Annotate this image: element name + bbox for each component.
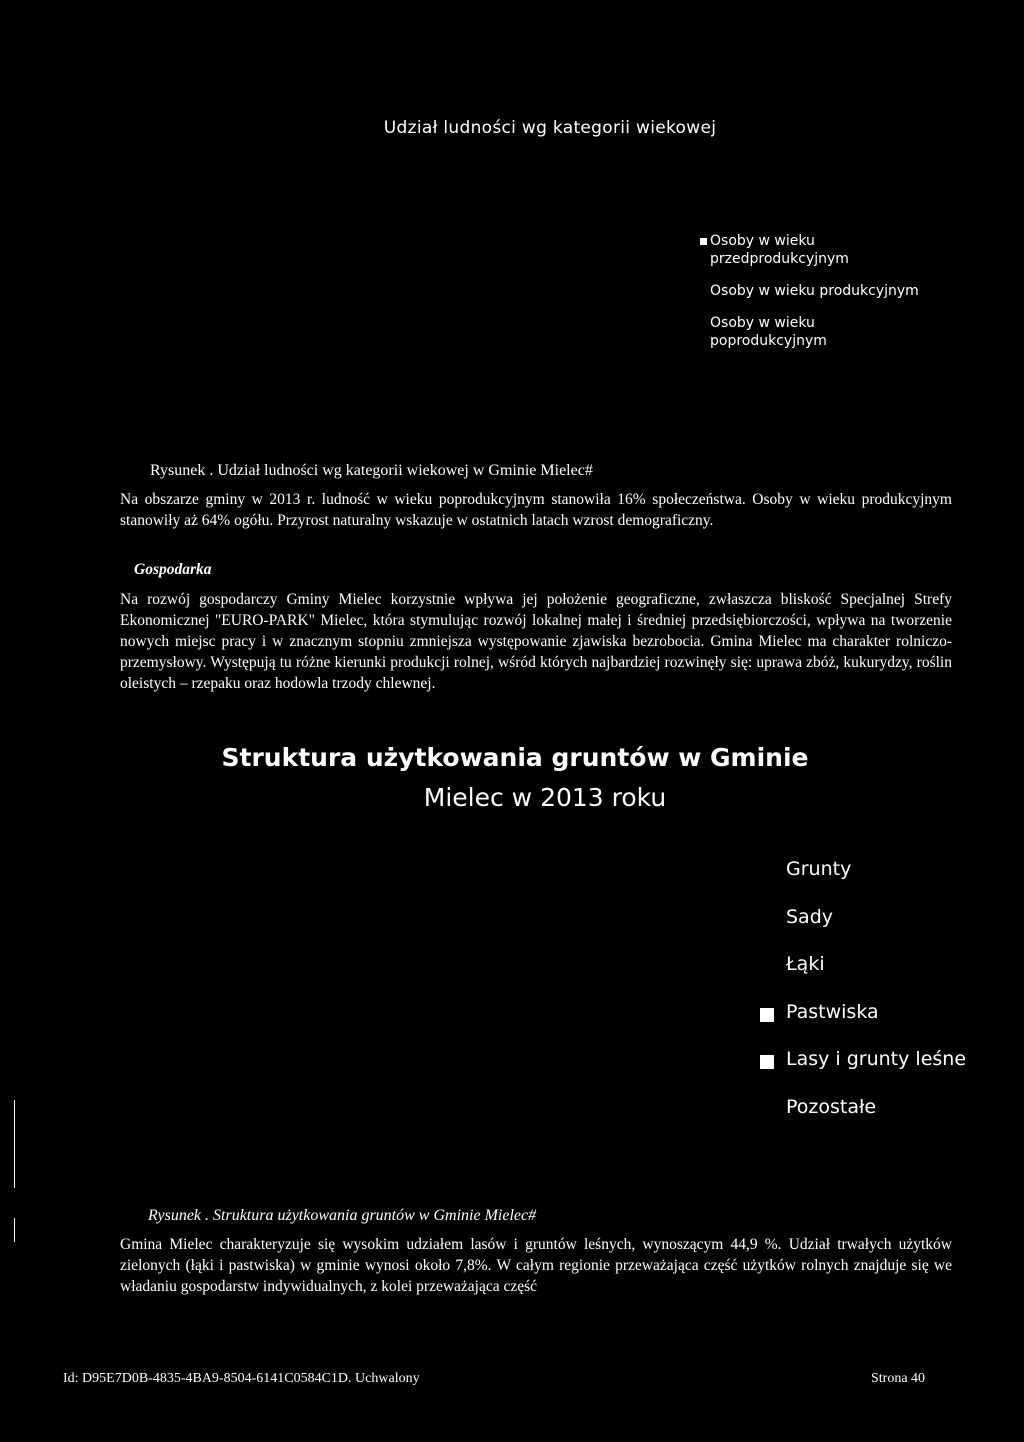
legend-label: Grunty [786, 858, 852, 880]
legend-item [700, 282, 920, 300]
chart1-legend [700, 232, 920, 364]
legend-item [760, 858, 966, 906]
chart2-title-line1: Struktura użytkowania gruntów w Gminie [221, 743, 809, 772]
paragraph-economy: Na rozwój gospodarczy Gminy Mielec korzystnie wpływa jej położenie geograficzne, zwłaszcza bliskość Specjalnej Strefy Ekonomicznej "EURO-PARK" Mielec, która stymulując rozwój lokalnej małej i średniej przedsiębiorczości, wpływa na tworzenie nowych miejsc pracy i w znacznym stopniu zmniejsza występowanie zjawiska bezrobocia. Gmina Mielec ma charakter rolniczo-przemysłowy. Występują tu różne kierunki produkcji rolnej, wśród których najbardziej rozwinęły się: uprawa zbóż, kukurydzy, roślin oleistych – rzepaku oraz hodowla trzody chlewnej. [120, 591, 952, 692]
legend-label: Osoby w wieku produkcyjnym [710, 283, 919, 299]
paragraph-land-use: Gmina Mielec charakteryzuje się wysokim udziałem lasów i gruntów leśnych, wynoszącym 44,9 %. Udział trwałych użytków zielonych (łąki i pastwiska) w gminie wynosi około 7,8%. W całym regionie przeważająca część użytków rolnych znajduje się we władaniu gospodarstw indywidualnych, z kolei przeważająca część [120, 1236, 952, 1295]
legend-item [760, 1096, 966, 1144]
chart2-title-line2: Mielec w 2013 roku [423, 783, 667, 812]
legend-item [760, 1048, 966, 1096]
chart2-title [150, 738, 880, 818]
chart2-legend [760, 858, 966, 1143]
scan-mark-line [14, 1100, 15, 1188]
paragraph-population: Na obszarze gminy w 2013 r. ludność w wieku poprodukcyjnym stanowiła 16% społeczeństwa. Osoby w wieku produkcyjnym stanowiły aż 64% ogółu. Przyrost naturalny wskazuje w ostatnich latach wzrost demograficzny. [120, 491, 952, 529]
section-heading: Gospodarka [134, 561, 212, 578]
chart2-caption: Rysunek . Struktura użytkowania gruntów w Gminie Mielec# [148, 1207, 537, 1224]
legend-item [700, 232, 920, 268]
legend-label: Pozostałe [786, 1095, 877, 1118]
footer-page-number: Strona 40 [871, 1371, 926, 1386]
legend-label: Osoby w wieku przedprodukcyjnym [710, 233, 849, 267]
footer-document-id: Id: D95E7D0B-4835-4BA9-8504-6141C0584C1D. Uchwalony [63, 1371, 420, 1386]
legend-item [700, 314, 920, 350]
chart1-caption: Rysunek . Udział ludności wg kategorii wiekowej w Gminie Mielec# [150, 462, 593, 479]
legend-label: Osoby w wieku poprodukcyjnym [710, 315, 827, 349]
legend-marker [760, 1055, 774, 1069]
legend-label: Lasy i grunty leśne [786, 1048, 967, 1070]
legend-label: Łąki [786, 953, 825, 975]
legend-label: Pastwiska [786, 1000, 879, 1023]
legend-item [760, 906, 966, 954]
legend-label: Sady [786, 905, 834, 928]
scan-mark-line [14, 1218, 15, 1242]
legend-item [760, 1001, 966, 1049]
chart1-title: Udział ludności wg kategorii wiekowej [383, 118, 717, 138]
legend-item [760, 953, 966, 1001]
legend-marker [700, 238, 707, 245]
legend-marker [760, 1008, 774, 1022]
